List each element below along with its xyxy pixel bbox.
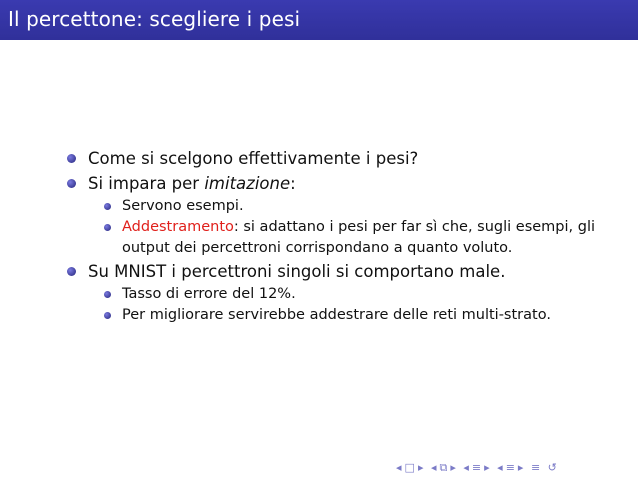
sub-bullet-list xyxy=(104,196,606,259)
slide-title: Il percettone: scegliere i pesi xyxy=(8,7,301,31)
sub-bullet-icon xyxy=(104,291,111,298)
title-bar xyxy=(0,0,638,40)
highlight-term: Addestramento xyxy=(122,219,234,235)
nav-prev-subsection-icon[interactable]: ◂ xyxy=(430,461,438,474)
nav-part-icon[interactable]: ≡ xyxy=(505,461,516,474)
nav-frame-icon[interactable]: □ xyxy=(404,461,416,474)
nav-section-icon[interactable]: ≡ xyxy=(471,461,483,474)
sub-bullet-list xyxy=(104,284,606,326)
sub-bullet-text: Tasso di errore del 12%. xyxy=(122,286,296,302)
nav-align-icon[interactable]: ≡ xyxy=(530,461,542,474)
slide-content xyxy=(66,146,606,326)
sub-bullet-item xyxy=(104,217,606,259)
bullet-text-prefix: Si impara per xyxy=(88,174,205,193)
nav-subsection-icon[interactable]: ⧉ xyxy=(439,461,449,474)
nav-next-subsection-icon[interactable]: ▸ xyxy=(450,461,457,474)
bullet-item xyxy=(66,171,606,259)
sub-bullet-icon xyxy=(104,224,111,231)
sub-bullet-icon xyxy=(104,312,111,319)
bullet-item xyxy=(66,146,606,171)
nav-next-frame-icon[interactable]: ▸ xyxy=(417,461,425,474)
sub-bullet-item xyxy=(104,305,606,326)
sub-bullet-text: Servono esempi. xyxy=(122,198,244,214)
bullet-text-suffix: : xyxy=(290,174,296,193)
bullet-text-emphasis: imitazione xyxy=(204,174,291,193)
sub-bullet-item xyxy=(104,284,606,305)
beamer-navigation xyxy=(396,461,560,475)
bullet-icon xyxy=(67,267,76,276)
bullet-text: Su MNIST i percettroni singoli si comportano male. xyxy=(88,262,506,281)
sub-bullet-text: Per migliorare servirebbe addestrare delle reti multi-strato. xyxy=(122,307,551,323)
sub-bullet-text: : si adattano i pesi per far sì che, sugli esempi, gli output dei percettroni corrispondano a quanto voluto. xyxy=(122,219,596,256)
sub-bullet-icon xyxy=(104,203,111,210)
bullet-list xyxy=(66,146,606,326)
nav-prev-part-icon[interactable]: ◂ xyxy=(497,461,504,474)
nav-prev-section-icon[interactable]: ◂ xyxy=(463,461,470,474)
nav-next-part-icon[interactable]: ▸ xyxy=(517,461,525,474)
sub-bullet-item xyxy=(104,196,606,217)
bullet-text: Come si scelgono effettivamente i pesi? xyxy=(88,149,419,168)
bullet-item xyxy=(66,259,606,326)
nav-next-section-icon[interactable]: ▸ xyxy=(484,461,491,474)
bullet-icon xyxy=(67,154,76,163)
bullet-icon xyxy=(67,179,76,188)
nav-search-icon[interactable]: ↺ xyxy=(547,461,558,474)
nav-prev-frame-icon[interactable]: ◂ xyxy=(396,461,403,474)
